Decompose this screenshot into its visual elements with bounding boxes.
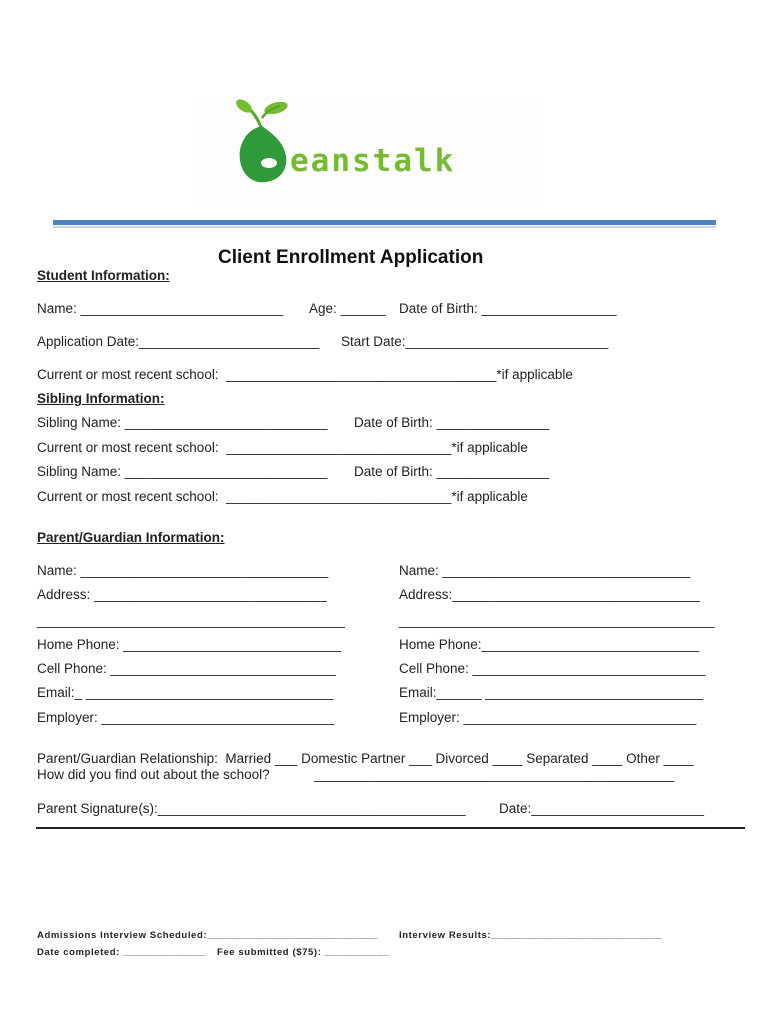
sibling1-dob-field[interactable]: Date of Birth: _______________ bbox=[354, 415, 550, 430]
sibling1-name-field[interactable]: Sibling Name: ___________________________ bbox=[37, 415, 328, 430]
parent1-cell-phone-field[interactable]: Cell Phone: ______________________________ bbox=[37, 661, 336, 676]
date-completed-field[interactable]: Date completed: ______________ bbox=[37, 947, 206, 958]
referral-answer-field[interactable]: ________________________________________________ bbox=[314, 767, 675, 782]
parent2-cell-phone-field[interactable]: Cell Phone: _______________________________ bbox=[399, 661, 706, 676]
parent1-employer-field[interactable]: Employer: _______________________________ bbox=[37, 710, 335, 725]
parent2-name-field[interactable]: Name: _________________________________ bbox=[399, 563, 691, 578]
student-dob-field[interactable]: Date of Birth: __________________ bbox=[399, 301, 617, 316]
sprout-b-icon bbox=[232, 96, 296, 188]
student-name-field[interactable]: Name: ___________________________ bbox=[37, 301, 284, 316]
parent1-name-field[interactable]: Name: _________________________________ bbox=[37, 563, 329, 578]
parent2-address-field[interactable]: Address:_________________________________ bbox=[399, 587, 701, 602]
parent-signature-field[interactable]: Parent Signature(s):_________________________________________ bbox=[37, 801, 466, 816]
header-rule-shadow bbox=[53, 226, 716, 228]
interview-results-field[interactable]: Interview Results:_____________________________ bbox=[399, 930, 662, 941]
parent2-employer-field[interactable]: Employer: _______________________________ bbox=[399, 710, 697, 725]
sibling2-school-field[interactable]: Current or most recent school: ______________________________*if applicable bbox=[37, 489, 528, 504]
parent-heading: Parent/Guardian Information: bbox=[37, 530, 225, 545]
header-rule bbox=[53, 220, 716, 225]
fee-submitted-field[interactable]: Fee submitted ($75): ___________ bbox=[217, 947, 390, 958]
parent1-address-field[interactable]: Address: _______________________________ bbox=[37, 587, 327, 602]
logo-wordmark: eanstalk bbox=[290, 143, 456, 179]
signature-date-field[interactable]: Date:_______________________ bbox=[499, 801, 704, 816]
sibling1-school-field[interactable]: Current or most recent school: ______________________________*if applicable bbox=[37, 440, 528, 455]
interview-scheduled-field[interactable]: Admissions Interview Scheduled:_____________________________ bbox=[37, 930, 378, 941]
relationship-field[interactable]: Parent/Guardian Relationship: Married ___ Domestic Partner ___ Divorced ____ Separated ____ Other ____ bbox=[37, 751, 694, 766]
start-date-field[interactable]: Start Date:___________________________ bbox=[341, 334, 609, 349]
parent1-email-field[interactable]: Email:_ _________________________________ bbox=[37, 685, 334, 700]
application-date-field[interactable]: Application Date:________________________ bbox=[37, 334, 320, 349]
referral-question: How did you find out about the school? bbox=[37, 767, 270, 782]
section-divider bbox=[36, 827, 745, 829]
sibling-heading: Sibling Information: bbox=[37, 391, 165, 406]
parent2-email-field[interactable]: Email:______ _____________________________ bbox=[399, 685, 704, 700]
parent2-address-line2[interactable]: __________________________________________ bbox=[399, 613, 715, 628]
page-title: Client Enrollment Application bbox=[218, 247, 484, 268]
sibling2-dob-field[interactable]: Date of Birth: _______________ bbox=[354, 464, 550, 479]
parent1-address-line2[interactable]: _________________________________________ bbox=[37, 613, 345, 628]
parent1-home-phone-field[interactable]: Home Phone: _____________________________ bbox=[37, 637, 342, 652]
student-heading: Student Information: bbox=[37, 268, 170, 283]
sibling2-name-field[interactable]: Sibling Name: ___________________________ bbox=[37, 464, 328, 479]
student-school-field[interactable]: Current or most recent school: ____________________________________*if applicable bbox=[37, 367, 573, 382]
parent2-home-phone-field[interactable]: Home Phone:_____________________________ bbox=[399, 637, 700, 652]
student-age-field[interactable]: Age: ______ bbox=[309, 301, 386, 316]
